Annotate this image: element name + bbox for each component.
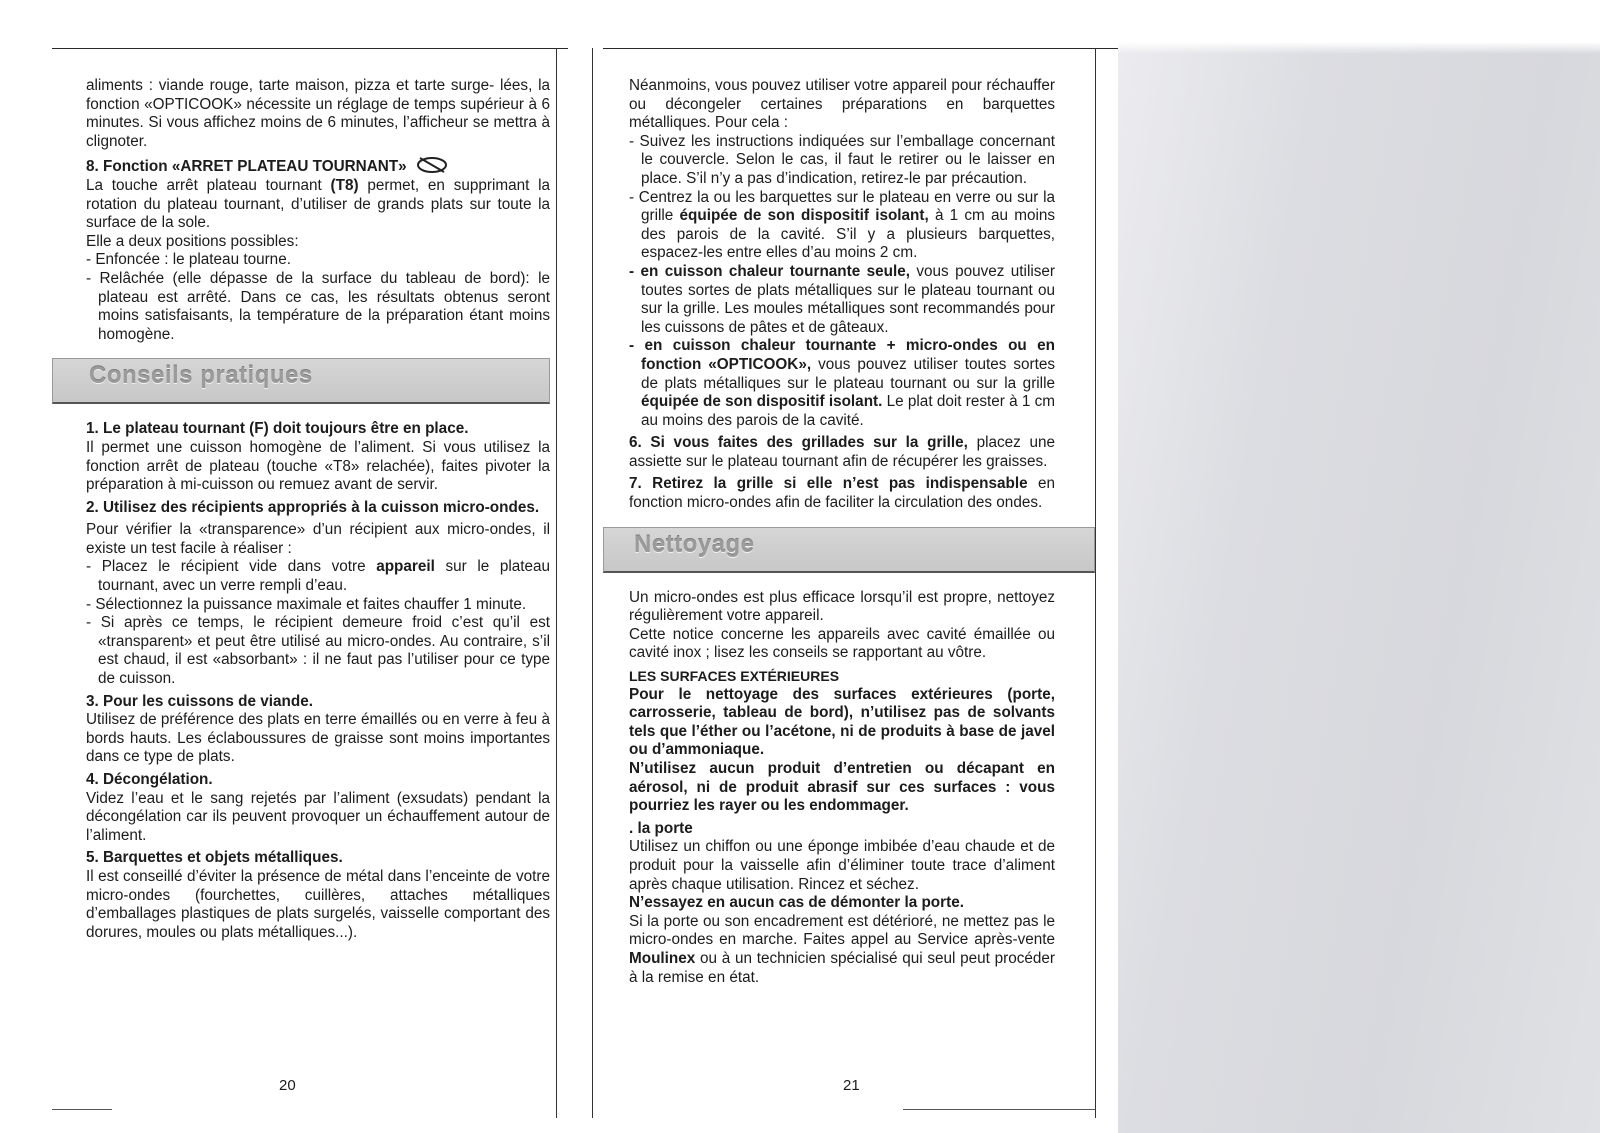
top-rule [603,48,1120,49]
surfaces-warning: Pour le nettoyage des surfaces extérieures (porte, carrosserie, tableau de bord), n’utilisez pas de solvants tels que l’éther ou l’acétone, ni de produits à base de javel ou d’ammoniaque. [629,685,1055,759]
top-rule [52,48,568,49]
tip2-item: - Si après ce temps, le récipient demeure froid c’est qu’il est «transparent» et peut être utilisé au micro-ondes. Au contraire, s’il est chaud, il est «absorbant» : il ne faut pas l’utiliser pour ce type de cuisson. [86,614,550,688]
left-page-content [86,77,550,942]
surfaces-warning: N’utilisez aucun produit d’entretien ou décapant en aérosol, ni de produit abrasif sur ces surfaces : vous pourriez les rayer ou les endommager. [629,760,1055,815]
tip4-title: 4. Décongélation. [86,771,213,788]
section8-body: La touche arrêt plateau tournant (T8) permet, en supprimant la rotation du plateau tournant, d’utiliser de grands plats sur toute la surface de la sole. [86,176,551,232]
bottom-rule [52,1109,112,1110]
intro-text: aliments : viande rouge, tarte maison, pizza et tarte surge- lées, la fonction «OPTICOOK» nécessite un réglage de temps supérieur à 6 minutes. Si vous affichez moins de 6 minutes, l’afficheur se mettra à clignoter. [86,77,551,150]
section8-title: 8. Fonction «ARRET PLATEAU TOURNANT» [86,155,550,177]
list-item: - Centrez la ou les barquettes sur le plateau en verre ou sur la grille équipée de son dispositif isolant, à 1 cm au moins des parois de la cavité. S’il y a plusieurs barquettes, espacez-les entre elles d’au moins 2 cm. [629,188,1056,262]
door-body: Utilisez un chiffon ou une éponge imbibée d’eau chaude et de produit pour la vaisselle afin d’éliminer toute trace d’aliment après chaque utilisation. Rincez et séchez. [629,838,1055,893]
tip5-body: Il est conseillé d’éviter la présence de métal dans l’enceinte de votre micro-ondes (fourchettes, cuillères, attaches métalliques d’emballages plastiques de plats surgelés, vaisselle comportant des dorures, moules ou plats métalliques...). [86,867,550,941]
tip7: 7. Retirez la grille si elle n’est pas indispensable en fonction micro-ondes afin de faciliter la circulation des ondes. [629,475,1056,512]
tip6: 6. Si vous faites des grillades sur la grille, placez une assiette sur le plateau tournant afin de récupérer les graisses. [629,434,1056,470]
intro-text: Néanmoins, vous pouvez utiliser votre appareil pour réchauffer ou décongeler certaines préparations en barquettes métalliques. Pour cela : [629,77,1055,132]
section8-item: - Enfoncée : le plateau tourne. [86,251,291,269]
page-left [52,48,568,1118]
tip3-body: Utilisez de préférence des plats en terre émaillés ou en verre à feu à bords hauts. Les éclaboussures de graisse sont moins importantes dans ce type de plats. [86,711,550,766]
tip2-item: - Placez le récipient vide dans votre appareil sur le plateau tournant, avec un verre rempli d’eau. [86,558,551,595]
scan-background-panel [1118,42,1600,1133]
door-warning: N’essayez en aucun cas de démonter la porte. [629,894,964,912]
tip1-title: 1. Le plateau tournant (F) doit toujours être en place. [86,420,469,438]
section8-item: - Relâchée (elle dépasse de la surface du tableau de bord): le plateau est arrêté. Dans ce cas, les résultats obtenus seront moins satisfaisants, la température de la préparation étant moins homogène. [86,269,550,343]
tip5-title: 5. Barquettes et objets métalliques. [86,849,343,867]
tip1-body: Il permet une cuisson homogène de l’aliment. Si vous utilisez la fonction arrêt de plateau (touche «T8» relachée), faites pivoter la préparation à mi-cuisson ou remuez avant de servir. [86,438,550,494]
banner-title: Conseils pratiques [89,362,313,390]
right-border-rule [1095,48,1096,1118]
left-border-rule [592,48,593,1118]
cleaning-note: Cette notice concerne les appareils avec cavité émaillée ou cavité inox ; lisez les conseils se rapportant au vôtre. [629,625,1055,662]
tip4-body: Videz l’eau et le sang rejetés par l’aliment (exsudats) pendant la décongélation car ils peuvent provoquer un échauffement autour de l’aliment. [86,789,550,844]
page-number: 20 [279,1077,296,1094]
right-border-rule [556,48,557,1118]
section-banner-conseils [52,358,550,404]
door-heading: . la porte [629,819,693,837]
section-banner-nettoyage [603,527,1095,573]
tip3-title: 3. Pour les cuissons de viande. [86,692,313,710]
list-item: - en cuisson chaleur tournante + micro-ondes ou en fonction «OPTICOOK», vous pouvez utiliser toutes sortes de plats métalliques sur le plateau tournant ou sur la grille équipée de son dispositif isolant. Le plat doit rester à 1 cm au moins des parois de la cavité. [629,337,1056,429]
cleaning-intro: Un micro-ondes est plus efficace lorsqu’il est propre, nettoyez régulièrement votre appareil. [629,588,1055,625]
door-service: Si la porte ou son encadrement est détérioré, ne mettez pas le micro-ondes en marche. Faites appel au Service après-vente Moulinex ou à un technicien spécialisé qui seul peut procéder à la remise en état. [629,912,1056,986]
bottom-rule [903,1109,1095,1110]
tip2-body: Pour vérifier la «transparence» d’un récipient aux micro-ondes, il existe un test facile à réaliser : [86,521,550,557]
list-item: - en cuisson chaleur tournante seule, vous pouvez utiliser toutes sortes de plats métalliques sur le plateau tournant ou sur la grille. Les moules métalliques sont recommandés pour les cuissons de pâtes et de gâteaux. [629,262,1056,336]
tip2-item: - Sélectionnez la puissance maximale et faites chauffer 1 minute. [86,595,527,613]
banner-title: Nettoyage [634,530,755,558]
tip2-title: 2. Utilisez des récipients appropriés à la cuisson micro-ondes. [86,498,540,516]
page-number: 21 [843,1077,860,1094]
page-right [603,48,1120,1118]
list-item: - Suivez les instructions indiquées sur l’emballage concernant le couvercle. Selon le cas, il faut le retirer ou le laisser en place. S’il n’y a pas d’indication, retirez-le par précaution. [629,132,1055,187]
turntable-off-icon [415,155,449,175]
section8-positions: Elle a deux positions possibles: [86,232,299,250]
surfaces-heading: LES SURFACES EXTÉRIEURES [629,668,840,685]
right-page-content [629,77,1055,987]
